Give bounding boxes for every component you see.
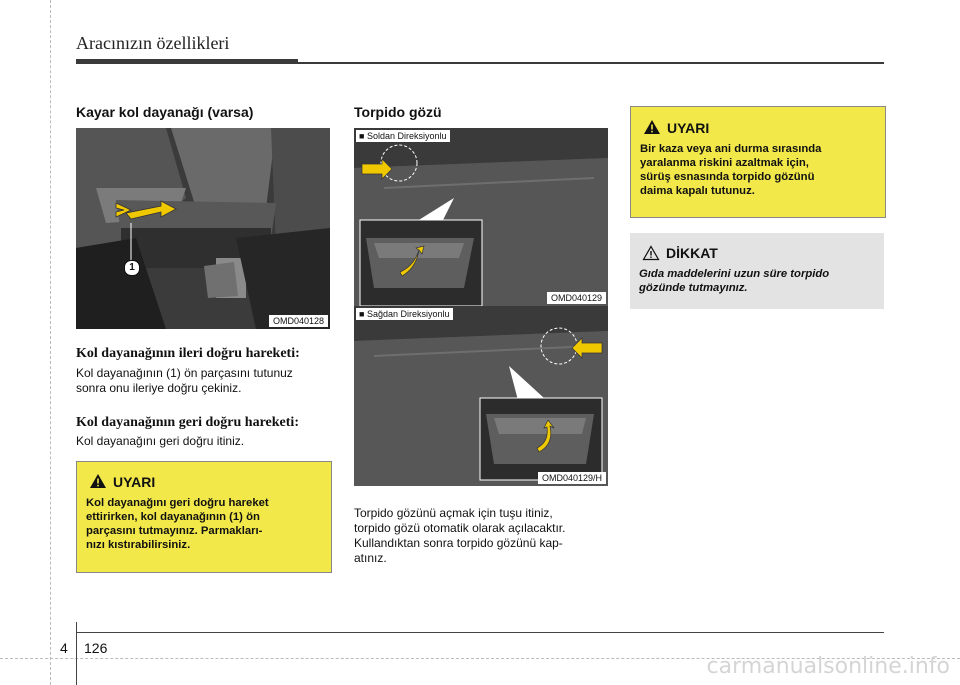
glovebox-caution-title: DİKKAT [666, 245, 718, 261]
forward-text-line: sonra onu ileriye doğru çekiniz. [76, 381, 242, 395]
glovebox-warning-title: UYARI [667, 120, 710, 136]
armrest-warning-box [76, 461, 332, 573]
warning-line: ettirirken, kol dayanağının (1) ön [86, 511, 260, 523]
glovebox-lhd-photo [354, 128, 608, 306]
header-rule-thick [76, 59, 298, 64]
glovebox-rhd-photo [354, 306, 608, 486]
glovebox-caution-box [630, 233, 884, 309]
warning-line: daima kapalı tutunuz. [640, 185, 755, 197]
callout-1-badge: 1 [124, 260, 140, 276]
backward-move-text: Kol dayanağını geri doğru itiniz. [76, 434, 245, 448]
warning-line: Kol dayanağını geri doğru hareket [86, 497, 269, 509]
header-rule-thin [298, 62, 884, 64]
glovebox-text-line: Kullandıktan sonra torpido gözünü kap- [354, 536, 563, 550]
warning-line: yaralanma riskini azaltmak için, [640, 157, 809, 169]
warning-triangle-icon [89, 473, 107, 494]
chapter-number: 4 [60, 640, 68, 656]
glovebox-rhd-tag-text: Sağdan Direksiyonlu [366, 309, 450, 319]
caution-line: gözünde tutmayınız. [639, 282, 748, 294]
armrest-warning-text [86, 496, 322, 552]
warning-line: parçasını tutmayınız. Parmakları- [86, 525, 263, 537]
header-title: Aracınızın özellikleri [76, 33, 230, 53]
page-number: 126 [84, 640, 108, 656]
armrest-photo-code: OMD040128 [269, 315, 328, 327]
glovebox-rhd-code: OMD040129/H [538, 472, 606, 484]
footer-divider [76, 622, 77, 685]
glovebox-warning-text [640, 142, 876, 198]
caution-line: Gıda maddelerini uzun süre torpido [639, 268, 830, 280]
caution-triangle-icon [642, 245, 660, 266]
glovebox-text-line: atınız. [354, 551, 387, 565]
warning-line: Bir kaza veya ani durma sırasında [640, 143, 822, 155]
warning-line: sürüş esnasında torpido gözünü [640, 171, 815, 183]
glovebox-caution-text [639, 267, 879, 295]
armrest-warning-title: UYARI [113, 474, 156, 490]
armrest-section-title: Kayar kol dayanağı (varsa) [76, 104, 254, 120]
backward-move-heading: Kol dayanağının geri doğru hareketi: [76, 415, 299, 430]
glovebox-text [354, 506, 610, 566]
glovebox-lhd-tag: ■ Soldan Direksiyonlu [356, 130, 450, 142]
glovebox-lhd-code: OMD040129 [547, 292, 606, 304]
crop-guide-vertical [50, 0, 51, 685]
armrest-photo [76, 128, 330, 329]
glovebox-lhd-tag-text: Soldan Direksiyonlu [366, 131, 447, 141]
forward-move-heading: Kol dayanağının ileri doğru hareketi: [76, 346, 300, 361]
warning-line: nızı kıstırabilirsiniz. [86, 539, 191, 551]
forward-text-line: Kol dayanağının (1) ön parçasını tutunuz [76, 366, 293, 380]
watermark: carmanualsonline.info [706, 654, 950, 679]
footer-rule [76, 632, 884, 633]
glovebox-section-title: Torpido gözü [354, 104, 442, 120]
glovebox-rhd-tag: ■ Sağdan Direksiyonlu [356, 308, 453, 320]
warning-triangle-icon [643, 119, 661, 140]
glovebox-text-line: Torpido gözünü açmak için tuşu itiniz, [354, 506, 553, 520]
glovebox-warning-box [630, 106, 886, 218]
forward-move-text [76, 366, 332, 396]
glovebox-text-line: torpido gözü otomatik olarak açılacaktır. [354, 521, 566, 535]
